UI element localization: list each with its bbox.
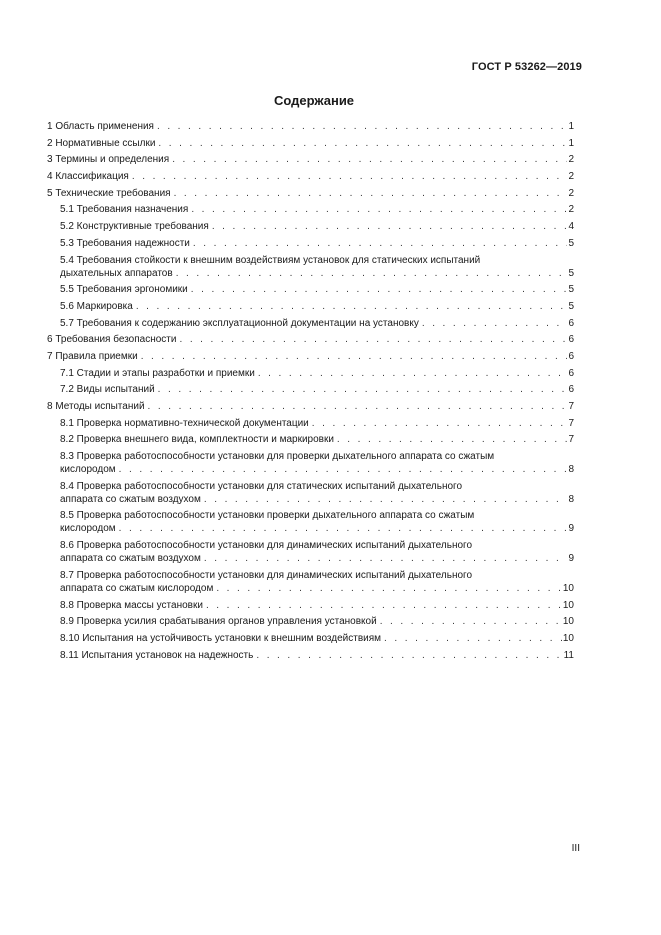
toc-entry-page: 7 [568, 417, 574, 429]
toc-dot-leader [191, 203, 567, 216]
toc-dot-leader [179, 333, 567, 346]
toc-entry[interactable] [47, 203, 574, 216]
toc-dot-leader [119, 522, 568, 535]
toc-entry[interactable] [47, 615, 574, 628]
toc-entry-page: 5 [568, 300, 574, 312]
toc-entry-page: 2 [568, 154, 574, 166]
toc-entry-page: 6 [568, 350, 574, 362]
toc-entry[interactable] [47, 283, 574, 296]
toc-entry[interactable] [47, 417, 574, 430]
toc-dot-leader [204, 493, 568, 506]
toc-entry-page: 6 [568, 367, 574, 379]
toc-entry-page: 4 [568, 221, 574, 233]
toc-entry[interactable] [47, 300, 574, 313]
toc-entry[interactable] [47, 187, 574, 200]
toc-entry-page: 1 [568, 121, 574, 132]
toc-entry-title: кислородом [60, 464, 116, 476]
toc-dot-leader [191, 283, 568, 296]
toc-entry-title: 1 Область применения [47, 121, 154, 132]
toc-entry[interactable] [47, 367, 574, 380]
toc-entry[interactable] [47, 317, 574, 330]
toc-entry-title: 5.1 Требования назначения [60, 204, 189, 216]
page-number: III [571, 843, 580, 854]
toc-entry-title: 5.3 Требования надежности [60, 237, 190, 249]
toc-entry[interactable] [47, 450, 574, 476]
toc-entry-page: 6 [568, 317, 574, 329]
toc-dot-leader [172, 153, 567, 166]
toc-entry-title: кислородом [60, 523, 116, 535]
toc-entry[interactable] [47, 400, 574, 413]
toc-entry-title: 5 Технические требования [47, 187, 171, 199]
toc-dot-leader [212, 220, 568, 233]
toc-entry-title: аппарата со сжатым воздухом [60, 553, 201, 565]
toc-entry[interactable] [47, 539, 574, 565]
toc-dot-leader [193, 237, 568, 250]
toc-entry-title: дыхательных аппаратов [60, 267, 173, 279]
toc-dot-leader [132, 170, 568, 183]
toc-entry-title: 4 Классификация [47, 171, 129, 183]
toc-entry-page: 8 [568, 493, 574, 505]
toc-entry-page: 10 [562, 632, 574, 644]
toc-dot-leader [158, 137, 567, 150]
toc-dot-leader [204, 552, 568, 565]
toc-dot-leader [176, 267, 568, 280]
toc-dot-leader [148, 400, 568, 413]
toc-entry-page: 10 [562, 616, 574, 628]
toc-entry-title: 8.10 Испытания на устойчивость установки к внешним воздействиям [60, 632, 382, 644]
toc-entry[interactable] [47, 153, 574, 166]
toc-entry[interactable] [47, 632, 574, 645]
toc-entry-page: 2 [568, 204, 574, 216]
toc-entry-title-first-line: 8.4 Проверка работоспособности установки для статических испытаний дыхательного [60, 480, 463, 492]
toc-entry-title: 7.1 Стадии и этапы разработки и приемки [60, 367, 255, 379]
toc-entry-page: 10 [562, 599, 574, 611]
toc-entry-page: 2 [568, 187, 574, 199]
toc-entry-title: 5.2 Конструктивные требования [60, 221, 209, 233]
toc-entry[interactable] [47, 599, 574, 612]
toc-entry-page: 8 [568, 464, 574, 476]
toc-entry-page: 7 [568, 401, 574, 412]
toc-dot-leader [206, 599, 562, 612]
toc-entry-title: 8.9 Проверка усилия срабатывания органов управления установкой [60, 616, 377, 628]
toc-entry-title: аппарата со сжатым кислородом [60, 582, 214, 594]
toc-entry[interactable] [47, 569, 574, 595]
toc-entry-title: 5.6 Маркировка [60, 300, 133, 312]
toc-entry-page: 6 [568, 334, 574, 346]
toc-entry-page: 5 [568, 284, 574, 296]
toc-entry[interactable] [47, 509, 574, 535]
toc-entry-title: 8 Методы испытаний [47, 401, 145, 412]
toc-entry-title: 2 Нормативные ссылки [47, 137, 156, 149]
toc-entry[interactable] [47, 350, 574, 363]
toc-entry-page: 5 [568, 267, 574, 279]
toc-dot-leader [384, 632, 562, 645]
toc-entry-title: 8.11 Испытания установок на надежность [60, 649, 254, 661]
toc-entry[interactable] [47, 383, 574, 396]
toc-entry-page: 5 [568, 237, 574, 249]
toc-entry-title-first-line: 5.4 Требования стойкости к внешним воздействиям установок для статических испытаний [60, 254, 481, 266]
toc-title: Содержание [273, 93, 355, 108]
toc-entry-title: аппарата со сжатым воздухом [60, 493, 201, 505]
toc-entry[interactable] [47, 333, 574, 346]
toc-entry-title: 8.8 Проверка массы установки [60, 599, 203, 611]
toc-entry[interactable] [47, 480, 574, 506]
toc-dot-leader [174, 187, 568, 200]
toc-entry-title: 5.5 Требования эргономики [60, 284, 188, 296]
toc-dot-leader [158, 383, 568, 396]
toc-entry-page: 2 [568, 171, 574, 183]
toc-dot-leader [312, 417, 568, 430]
toc-entry-title-first-line: 8.6 Проверка работоспособности установки для динамических испытаний дыхательного [60, 540, 473, 552]
toc-entry-title-first-line: 8.3 Проверка работоспособности установки для проверки дыхательного аппарата со сжатым [60, 451, 495, 463]
toc-entry-title-first-line: 8.5 Проверка работоспособности установки проверки дыхательного аппарата со сжатым [60, 510, 475, 522]
toc-entry[interactable] [47, 120, 574, 133]
toc-entry[interactable] [47, 170, 574, 183]
toc-entry-page: 9 [568, 553, 574, 565]
toc-entry-title: 8.1 Проверка нормативно-технической документации [60, 417, 309, 429]
toc-entry-title: 5.7 Требования к содержанию эксплуатационной документации на установку [60, 317, 419, 329]
toc-entry-title: 6 Требования безопасности [47, 334, 177, 346]
toc-entry-title: 3 Термины и определения [47, 154, 170, 166]
toc-entry-page: 11 [563, 649, 574, 661]
toc-dot-leader [258, 367, 568, 380]
toc-entry-page: 10 [562, 582, 574, 594]
toc-entry-title: 8.2 Проверка внешнего вида, комплектности и маркировки [60, 434, 334, 446]
toc-dot-leader [380, 615, 562, 628]
toc-dot-leader [157, 120, 567, 133]
toc-dot-leader [422, 317, 568, 330]
toc-entry[interactable] [47, 254, 574, 280]
toc-dot-leader [337, 433, 568, 446]
toc-dot-leader [216, 582, 562, 595]
toc-entry-title: 7.2 Виды испытаний [60, 384, 155, 396]
toc-entry-page: 1 [568, 137, 574, 149]
toc-entry[interactable] [47, 237, 574, 250]
toc-entry[interactable] [47, 433, 574, 446]
toc-dot-leader [119, 463, 568, 476]
toc-dot-leader [141, 350, 568, 363]
toc-entry[interactable] [47, 137, 574, 150]
toc-entry-page: 7 [568, 434, 574, 446]
toc-dot-leader [256, 649, 562, 662]
toc-entry[interactable] [47, 649, 574, 662]
toc-entry-page: 9 [568, 523, 574, 535]
toc-dot-leader [136, 300, 568, 313]
table-of-contents [47, 120, 574, 665]
toc-entry-title: 7 Правила приемки [47, 350, 138, 362]
document-code: ГОСТ Р 53262—2019 [471, 61, 582, 73]
toc-entry-page: 6 [568, 384, 574, 396]
toc-entry-title-first-line: 8.7 Проверка работоспособности установки для динамических испытаний дыхательного [60, 569, 473, 581]
toc-entry[interactable] [47, 220, 574, 233]
